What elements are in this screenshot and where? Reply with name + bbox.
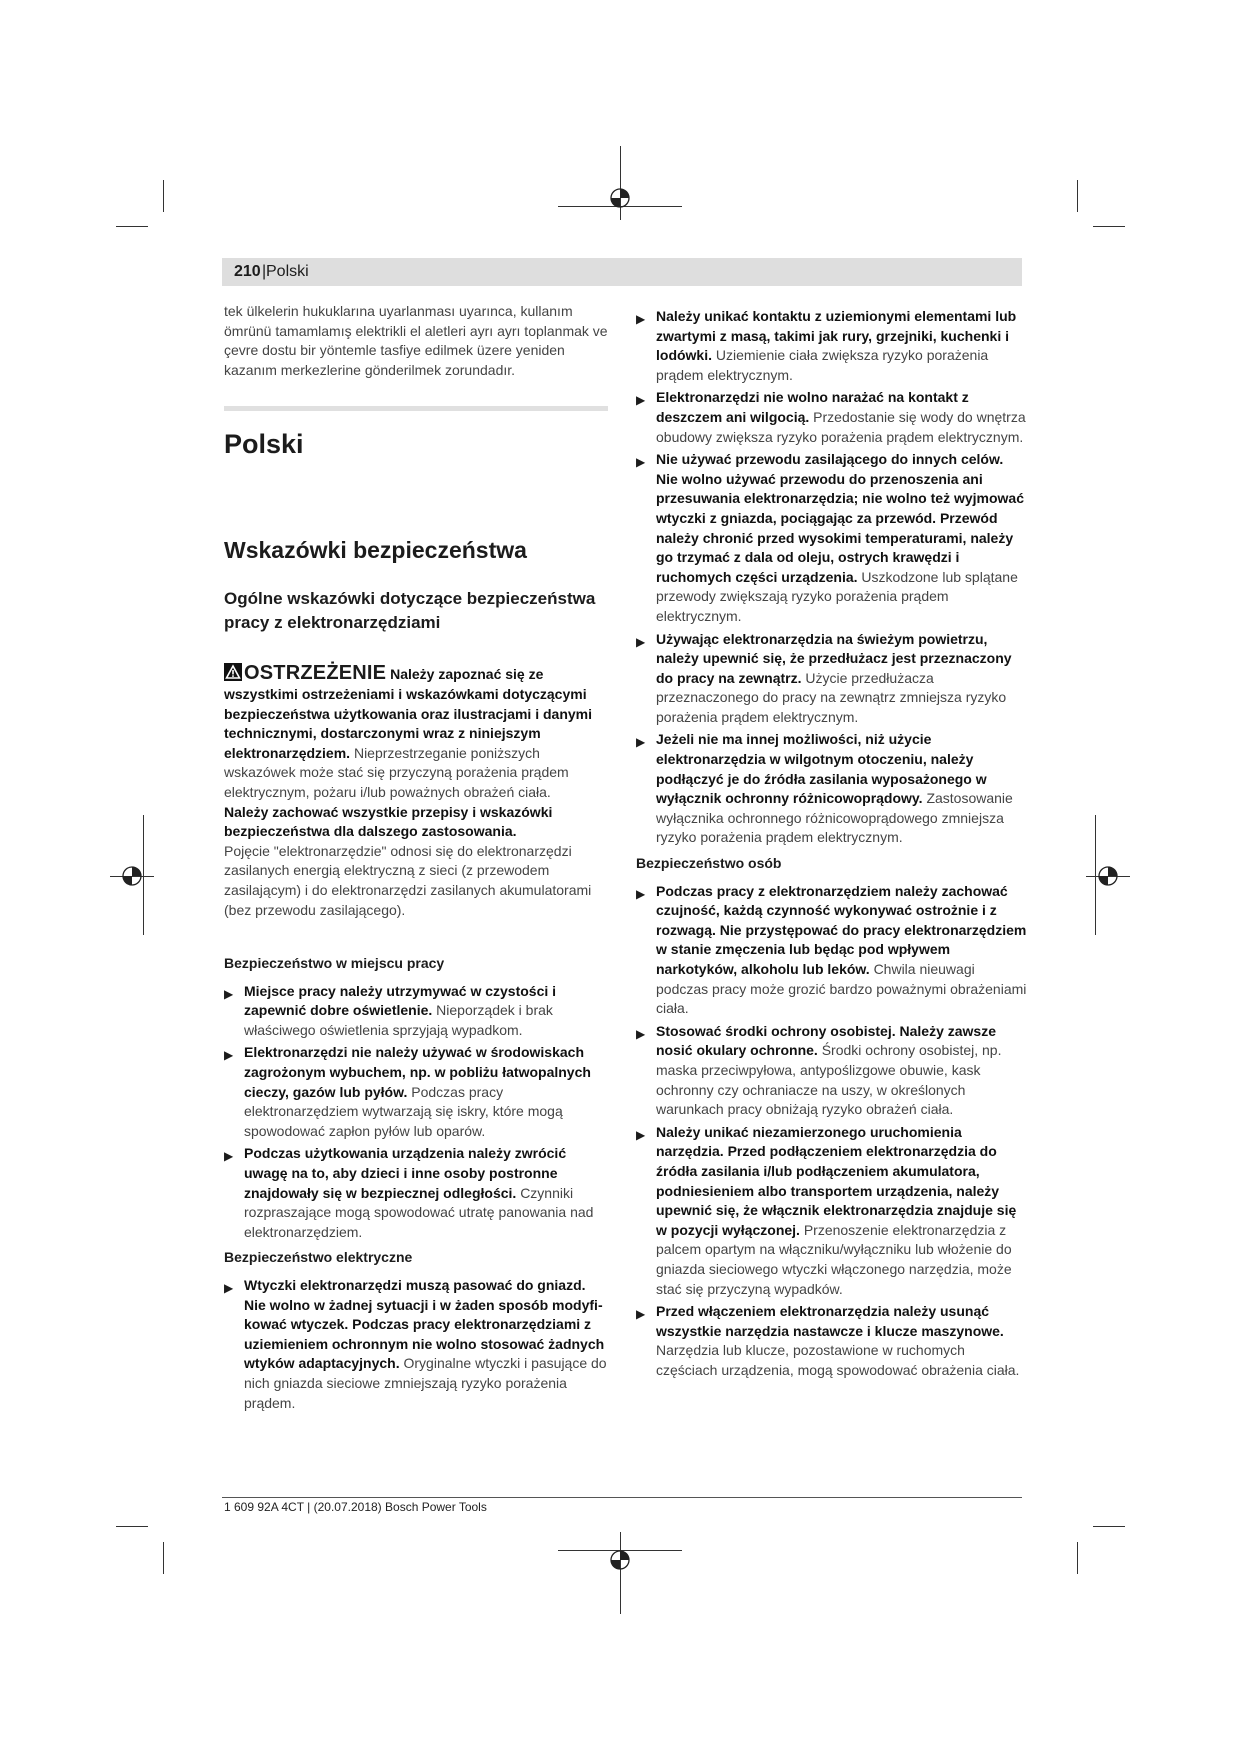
crop-mark	[163, 180, 164, 212]
left-column	[224, 302, 608, 1416]
crop-mark	[1093, 1526, 1125, 1527]
item-bold: Przed włączeniem elektronarzędzia należy usunąć wszystkie narzędzia nastawcze i klucze maszynowe.	[656, 1303, 1004, 1339]
bullet-arrow-icon: ▶	[224, 1149, 234, 1164]
crop-mark	[116, 1526, 148, 1527]
item-normal: Czynniki rozpraszające mogą spowodować utratę panowania nad elektronarzędziem.	[244, 1184, 594, 1240]
list-item	[636, 307, 1028, 385]
warning-normal: Nieprzestrzeganie poniższych wskazówek może stać się przyczyną porażenia prądem elektrycznym, pożaru i/lub poważnych obrażeń ciała.	[224, 744, 569, 800]
list-item	[636, 882, 1028, 1019]
bullet-arrow-icon: ▶	[636, 312, 646, 326]
registration-target-icon	[1096, 864, 1120, 888]
list-item	[224, 1043, 608, 1141]
bullet-arrow-icon: ▶	[224, 1048, 234, 1063]
list-item	[224, 1276, 608, 1413]
warning-label: OSTRZEŻENIE	[244, 662, 387, 685]
definition: Pojęcie "elektronarzędzie" odnosi się do elektronarzędzi zasilanych energią elektryczną z sieci (z przewodem zasilającym) i do elektronarzędzi zasilanych akumulatorami (bez przewodu zasilającego).	[224, 842, 592, 918]
item-normal: Użycie przedłużacza przeznaczonego do pracy na zewnątrz zmniejsza ryzyko porażenia prądem elektrycznym.	[656, 669, 1007, 725]
bullet-arrow-icon: ▶	[224, 1281, 234, 1295]
keep-instructions-text: Należy zachować wszystkie przepisy i wskazówki bezpieczeństwa dla dalszego zastosowania.	[224, 803, 553, 840]
item-normal: Przedostanie się wody do wnętrza obudowy zwiększa ryzyko porażenia prądem elektrycznym.	[656, 408, 1026, 445]
item-normal: Przenoszenie elektronarzędzia z palcem opartym na włączniku/wyłączniku lub włożenie do gniazda sieciowego wtyczki włączonego narzędzia, może stać się przyczyną wypadków.	[656, 1221, 1012, 1297]
item-normal: Uszkodzone lub splątane przewody zwiększają ryzyko porażenia prądem elektrycznym.	[656, 568, 1018, 624]
header-language: Polski	[266, 263, 309, 280]
turkish-continuation: tek ülkelerin hukuklarına uyarlanması uyarınca, kullanım ömrünü tamamlamış elektrikli el aletleri ayrı ayrı toplanmak ve çevre dostu bir yöntemle tasfiye edilmek üzere yeniden kazanım merkezlerine gönderilmek zorundadır.	[224, 303, 608, 378]
right-column	[636, 307, 1028, 1383]
item-normal: Nieporządek i brak właściwego oświetlenia sprzyjają wypadkom.	[244, 1002, 553, 1038]
warning-triangle-icon	[224, 663, 242, 681]
crop-mark	[1093, 226, 1125, 227]
item-bold: Podczas użytkowania urządzenia należy zwrócić uwagę na to, aby dzieci i inne osoby postronne znajdowały się w bezpiecznej odległości.	[244, 1145, 567, 1201]
footer-text: 1 609 92A 4CT | (20.07.2018) Bosch Power Tools	[224, 1500, 487, 1514]
item-normal: Chwila nieuwagi podczas pracy może grozić bardzo poważnymi obrażeniami ciała.	[656, 961, 1027, 1017]
list-item	[636, 450, 1028, 626]
item-bold: Stosować środki ochrony osobistej. Należy zawsze nosić okulary ochronne.	[656, 1022, 996, 1059]
item-bold: Podczas pracy z elektronarzędziem należy zachować czujność, każdą czynność wykonywać ostrożnie i z rozwagą. Nie przystępować do pracy elektronarzędziem w stanie zmęczenia lub będąc pod wpływem narkotyków, alkoholu lub leków.	[656, 882, 1027, 977]
item-bold: Wtyczki elektronarzędzi muszą pasować do gniazd. Nie wolno w żadnej sytuacji i w żaden sposób modyfi-kować wtyczek. Podczas pracy elektronarzędziami z uziemieniem ochronnym nie wolno stosować żadnych wtyków adaptacyjnych.	[244, 1277, 605, 1372]
item-normal: Narzędzia lub klucze, pozostawione w ruchomych częściach urządzenia, mogą spowodować obrażenia ciała.	[656, 1342, 1020, 1378]
bullet-arrow-icon: ▶	[636, 393, 646, 408]
list-item	[636, 630, 1028, 728]
bullet-arrow-icon: ▶	[636, 455, 646, 470]
item-bold: Należy unikać kontaktu z uziemionymi elementami lub zwartymi z masą, takimi jak rury, grzejniki, kuchenki i lodówki.	[656, 308, 1017, 364]
bullet-arrow-icon: ▶	[636, 1127, 646, 1142]
item-normal: Środki ochrony osobistej, np. maska przeciwpyłowa, antypoślizgowe obuwie, kask ochronny czy ochraniacze na uszy, w określonych warunkach pracy obniżają ryzyko obrażeń ciała.	[656, 1042, 1002, 1118]
item-bold: Elektronarzędzi nie wolno narażać na kontakt z deszczem ani wilgocią.	[656, 389, 969, 425]
item-bold: Należy unikać niezamierzonego uruchomienia narzędzia. Przed podłączeniem elektronarzędzia do źródła zasilania i/lub podłączeniem akumulatora, podniesieniem albo transportem urządzenia, należy upewnić się, że włącznik elektronarzędzia znajduje się w pozycji wyłączonej.	[656, 1123, 1017, 1238]
bullet-arrow-icon: ▶	[636, 1307, 646, 1322]
workplace-list	[224, 982, 608, 1243]
item-normal: Zastosowanie wyłącznika ochronnego różnicowoprądowego zmniejsza ryzyko porażenia prądem elektrycznym.	[656, 790, 1013, 846]
item-bold: Jeżeli nie ma innej możliwości, niż użycie elektronarzędzia w wilgotnym otoczeniu, należy podłączyć je do źródła zasilania wyposażonego w wyłącznik ochronny różnicowoprądowy.	[656, 731, 987, 807]
item-normal: Podczas pracy elektronarzędziem wytwarzają się iskry, które mogą spowodować zapłon pyłów lub oparów.	[244, 1083, 563, 1139]
crop-mark	[163, 1542, 164, 1574]
footer-rule	[222, 1497, 1022, 1498]
crop-mark	[1077, 180, 1078, 212]
registration-line	[620, 1532, 621, 1614]
bullet-arrow-icon: ▶	[224, 986, 234, 1001]
list-item	[224, 982, 608, 1041]
list-item	[636, 1302, 1028, 1380]
registration-target-icon	[608, 1548, 632, 1572]
bullet-arrow-icon: ▶	[636, 735, 646, 750]
item-bold: Używając elektronarzędzia na świeżym powietrzu, należy upewnić się, że przedłużacz jest przeznaczony do pracy na zewnątrz.	[656, 630, 1012, 686]
item-bold: Miejsce pracy należy utrzymywać w czystości i zapewnić dobre oświetlenie.	[244, 982, 557, 1019]
electrical-heading: Bezpieczeństwo elektryczne	[224, 1249, 413, 1266]
list-item	[636, 388, 1028, 447]
list-item	[636, 1123, 1028, 1299]
item-bold: Nie używać przewodu zasilającego do innych celów. Nie wolno używać przewodu do przenoszenia ani przesuwania elektronarzędzia; nie wolno też wyjmować wtyczki z gniazda, pociągając za przewód. Przewód należy chronić przed wysokimi temperaturami, należy go trzymać z dala od oleju, ostrych krawędzi i ruchomych części urządzenia.	[656, 451, 1024, 585]
warning-bold: Należy zapoznać się ze wszystkimi ostrzeżeniami i wskazówkami dotyczącymi bezpieczeństwa użytkowania oraz ilustracjami i danymi technicznymi, dostarczonymi wraz z niniejszym elektronarzędziem.	[224, 666, 593, 761]
crop-mark	[116, 226, 148, 227]
main-heading: Wskazówki bezpieczeństwa	[224, 537, 527, 564]
item-bold: Elektronarzędzi nie należy używać w środowiskach zagrożonym wybuchem, np. w pobliżu łatwopalnych cieczy, gazów lub pyłów.	[244, 1044, 591, 1100]
list-item	[636, 730, 1028, 848]
crop-mark	[1077, 1542, 1078, 1574]
list-item	[636, 1022, 1028, 1120]
workplace-heading: Bezpieczeństwo w miejscu pracy	[224, 955, 445, 972]
page-number: 210	[234, 263, 261, 280]
header-separator: |	[262, 263, 267, 280]
personal-heading: Bezpieczeństwo osób	[636, 855, 782, 872]
list-item	[224, 1144, 608, 1242]
bullet-arrow-icon: ▶	[636, 634, 646, 649]
warning-paragraph	[224, 663, 608, 802]
section-title: Polski	[224, 429, 304, 460]
page-header-bar	[222, 258, 1022, 286]
item-normal: Uziemienie ciała zwiększa ryzyko porażenia prądem elektrycznym.	[656, 347, 989, 383]
registration-target-icon	[120, 864, 144, 888]
registration-target-icon	[608, 186, 632, 210]
section-divider	[224, 406, 608, 411]
bullet-arrow-icon: ▶	[636, 1026, 646, 1041]
bullet-arrow-icon: ▶	[636, 886, 646, 901]
item-normal: Oryginalne wtyczki i pasujące do nich gniazda sieciowe zmniejszają ryzyko porażenia prądem.	[244, 1355, 607, 1411]
keep-instructions	[224, 803, 608, 842]
sub-heading: Ogólne wskazówki dotyczące bezpieczeństwa pracy z elektronarzędziami	[224, 589, 596, 633]
